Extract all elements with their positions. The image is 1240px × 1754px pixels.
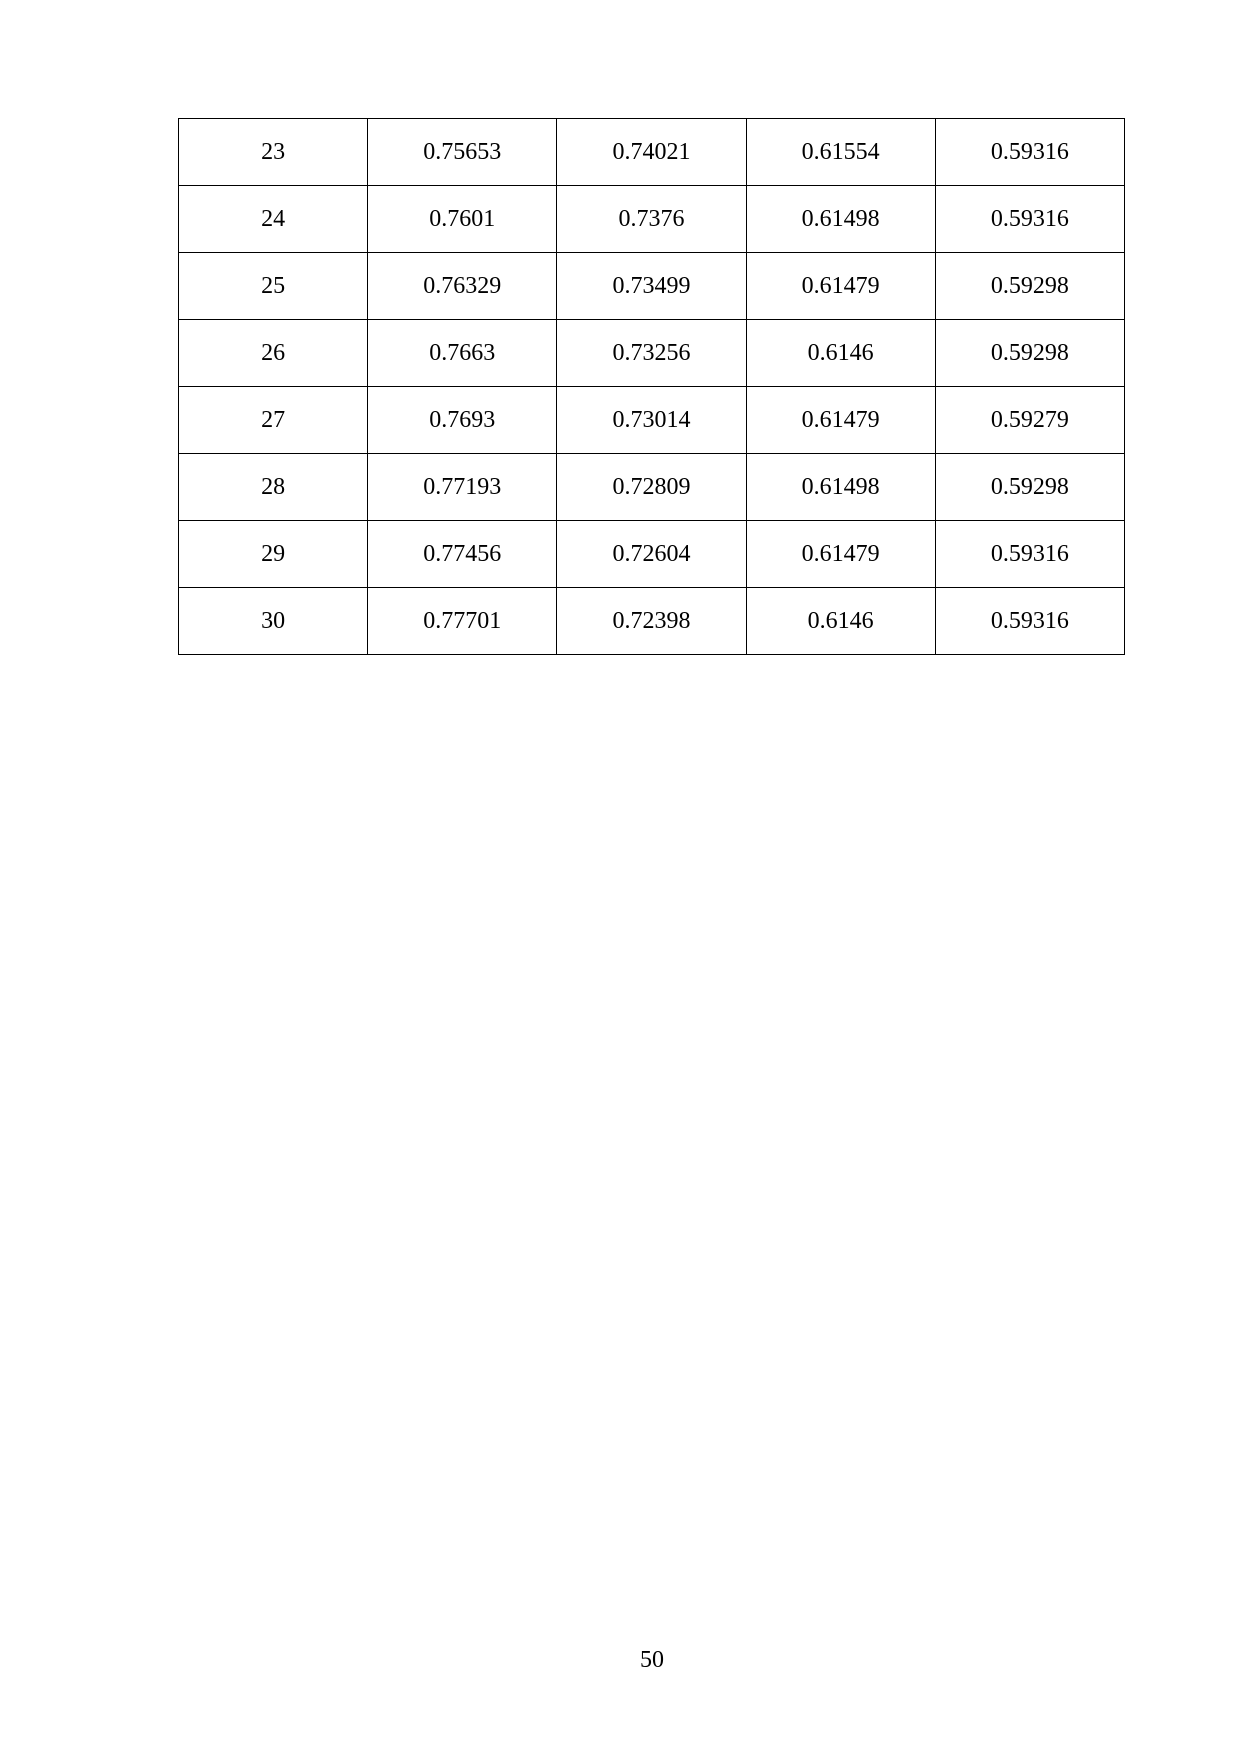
table-cell-value: 0.61554 [746,119,935,186]
table-cell-value: 0.61498 [746,186,935,253]
table-row [179,186,1125,253]
table-cell-value: 0.59279 [935,387,1124,454]
table-cell-value: 0.7663 [368,320,557,387]
table-cell-value: 0.73014 [557,387,746,454]
table-cell-value: 0.72809 [557,454,746,521]
data-table [178,118,1125,655]
table-cell-index: 30 [179,588,368,655]
table-cell-value: 0.59316 [935,588,1124,655]
table-cell-value: 0.72604 [557,521,746,588]
table-cell-value: 0.72398 [557,588,746,655]
page-number: 50 [640,1647,664,1673]
table-row [179,387,1125,454]
table-cell-index: 24 [179,186,368,253]
table-cell-value: 0.6146 [746,320,935,387]
table-cell-value: 0.74021 [557,119,746,186]
table-body [179,119,1125,655]
table-cell-index: 28 [179,454,368,521]
table-cell-value: 0.59316 [935,119,1124,186]
table-cell-value: 0.73256 [557,320,746,387]
table-cell-value: 0.61479 [746,387,935,454]
table-cell-value: 0.7601 [368,186,557,253]
table-cell-value: 0.59316 [935,521,1124,588]
table-cell-value: 0.61479 [746,521,935,588]
table-cell-value: 0.59316 [935,186,1124,253]
table-cell-value: 0.76329 [368,253,557,320]
table-cell-index: 26 [179,320,368,387]
table-cell-index: 25 [179,253,368,320]
table-cell-value: 0.7693 [368,387,557,454]
table-row [179,521,1125,588]
table-row [179,320,1125,387]
table-cell-value: 0.59298 [935,454,1124,521]
table-cell-value: 0.6146 [746,588,935,655]
table-cell-value: 0.59298 [935,253,1124,320]
table-cell-index: 29 [179,521,368,588]
table-cell-value: 0.77701 [368,588,557,655]
table-cell-index: 27 [179,387,368,454]
table-cell-value: 0.75653 [368,119,557,186]
table-cell-index: 23 [179,119,368,186]
table-cell-value: 0.61479 [746,253,935,320]
table-cell-value: 0.59298 [935,320,1124,387]
table-cell-value: 0.7376 [557,186,746,253]
table-row [179,588,1125,655]
table-row [179,119,1125,186]
table-cell-value: 0.73499 [557,253,746,320]
table-cell-value: 0.61498 [746,454,935,521]
table-cell-value: 0.77456 [368,521,557,588]
table-cell-value: 0.77193 [368,454,557,521]
table-row [179,253,1125,320]
table-row [179,454,1125,521]
